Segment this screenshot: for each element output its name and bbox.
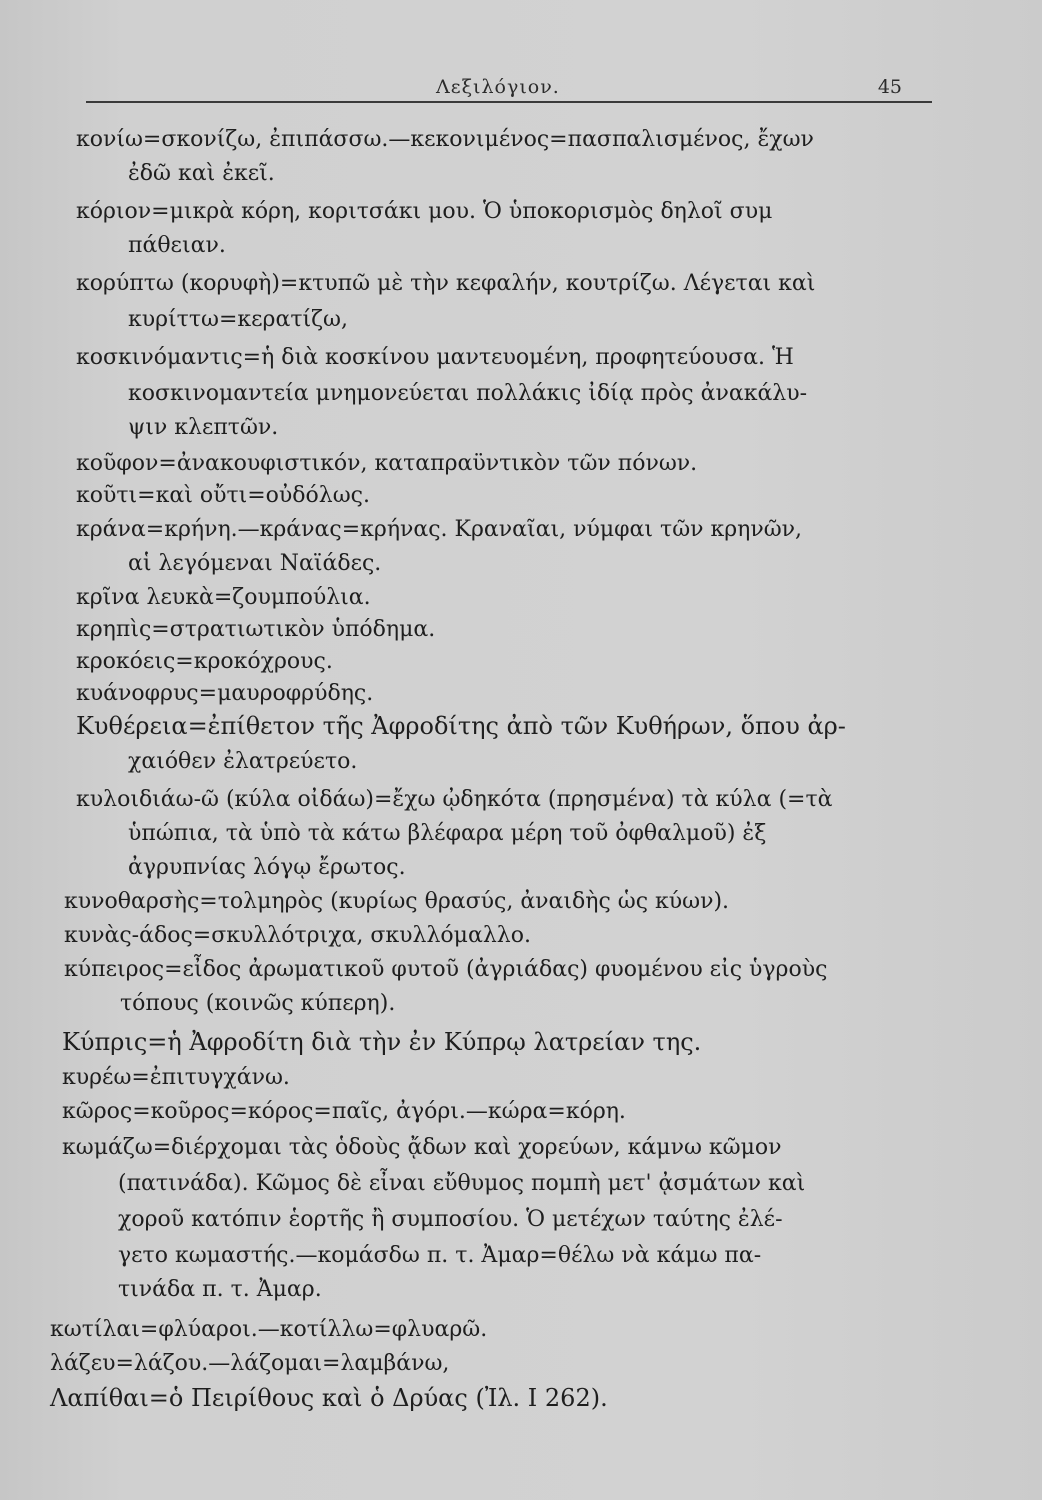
entry-line: κροκόεις=κροκόχρους.	[76, 649, 333, 674]
entry-line: κωτίλαι=φλύαροι.—κοτίλλω=φλυαρῶ.	[50, 1317, 488, 1342]
header-rule	[86, 101, 932, 103]
entry-line-continuation: ψιν κλεπτῶν.	[128, 415, 279, 440]
entry-line: κοῦφον=ἀνακουφιστικόν, καταπραϋντικὸν τῶν πόνων.	[76, 451, 698, 476]
entry-line: κύπειρος=εἶδος ἀρωματικοῦ φυτοῦ (ἀγριάδας) φυομένου εἰς ὑγροὺς	[64, 957, 828, 982]
entry-line-continuation: τινάδα π. τ. Ἀμαρ.	[118, 1277, 322, 1302]
entry-line: κυνοθαρσὴς=τολμηρὸς (κυρίως θρασύς, ἀναιδὴς ὡς κύων).	[64, 889, 730, 914]
entry-line: κυάνοφρυς=μαυροφρύδης.	[76, 681, 374, 706]
running-title: Λεξιλόγιον.	[436, 76, 560, 98]
entry-line: Λαπίθαι=ὁ Πειρίθους καὶ ὁ Δρύας (Ἰλ. Ι 262).	[50, 1384, 608, 1412]
entry-line: κορύπτω (κορυφὴ)=κτυπῶ μὲ τὴν κεφαλήν, κουτρίζω. Λέγεται καὶ	[76, 271, 816, 296]
entry-line-continuation: πάθειαν.	[128, 233, 226, 258]
page-header	[86, 70, 932, 104]
entry-line-continuation: αἱ λεγόμεναι Ναϊάδες.	[128, 551, 382, 576]
entry-line-continuation: κοσκινομαντεία μνημονεύεται πολλάκις ἰδίᾳ πρὸς ἀνακάλυ-	[128, 381, 808, 406]
entry-line: κόριον=μικρὰ κόρη, κοριτσάκι μου. Ὁ ὑποκορισμὸς δηλοῖ συμ	[76, 199, 773, 224]
entry-line-continuation: ὑπώπια, τὰ ὑπὸ τὰ κάτω βλέφαρα μέρη τοῦ ὀφθαλμοῦ) ἐξ	[128, 821, 767, 846]
entry-line: Κυθέρεια=ἐπίθετον τῆς Ἀφροδίτης ἀπὸ τῶν Κυθήρων, ὅπου ἀρ-	[76, 712, 846, 740]
entry-line-continuation: ἀγρυπνίας λόγῳ ἔρωτος.	[128, 855, 406, 880]
entry-line-continuation: χοροῦ κατόπιν ἑορτῆς ἢ συμποσίου. Ὁ μετέχων ταύτης ἐλέ-	[118, 1207, 783, 1232]
entry-line: κρῖνα λευκὰ=ζουμπούλια.	[76, 585, 371, 610]
entry-line: λάζευ=λάζου.—λάζομαι=λαμβάνω,	[50, 1351, 450, 1376]
entry-line: κρηπὶς=στρατιωτικὸν ὑπόδημα.	[76, 617, 436, 642]
entry-line-continuation: κυρίττω=κερατίζω,	[128, 307, 348, 332]
entry-line-continuation: ἐδῶ καὶ ἐκεῖ.	[128, 161, 275, 186]
entry-line: κυλοιδιάω-ῶ (κύλα οἰδάω)=ἔχω ᾠδηκότα (πρησμένα) τὰ κύλα (=τὰ	[76, 787, 833, 812]
entry-line: κράνα=κρήνη.—κράνας=κρήνας. Κραναῖαι, νύμφαι τῶν κρηνῶν,	[76, 517, 803, 542]
entry-line-continuation: γετο κωμαστής.—κομάσδω π. τ. Ἀμαρ=θέλω νὰ κάμω πα-	[118, 1243, 762, 1268]
entry-line: κυνὰς-άδος=σκυλλότριχα, σκυλλόμαλλο.	[64, 923, 531, 948]
entry-line: κῶρος=κοῦρος=κόρος=παῖς, ἀγόρι.—κώρα=κόρη.	[62, 1099, 626, 1124]
entry-line: κοσκινόμαντις=ἡ διὰ κοσκίνου μαντευομένη, προφητεύουσα. Ἡ	[76, 345, 794, 370]
entry-line: κωμάζω=διέρχομαι τὰς ὁδοὺς ᾄδων καὶ χορεύων, κάμνω κῶμον	[62, 1135, 782, 1160]
entry-line: κυρέω=ἐπιτυγχάνω.	[62, 1065, 290, 1090]
entry-line: κοῦτι=καὶ οὔτι=οὐδόλως.	[76, 483, 370, 508]
entry-line: Κύπρις=ἡ Ἀφροδίτη διὰ τὴν ἐν Κύπρῳ λατρείαν της.	[62, 1028, 702, 1056]
entry-line-continuation: χαιόθεν ἐλατρεύετο.	[128, 749, 358, 774]
entry-line-continuation: τόπους (κοινῶς κύπερη).	[120, 991, 396, 1016]
page-number: 45	[877, 76, 902, 98]
entry-line: κονίω=σκονίζω, ἐπιπάσσω.—κεκονιμένος=πασπαλισμένος, ἔχων	[76, 127, 814, 152]
entry-line-continuation: (πατινάδα). Κῶμος δὲ εἶναι εὔθυμος πομπὴ μετ' ᾀσμάτων καὶ	[118, 1171, 806, 1196]
